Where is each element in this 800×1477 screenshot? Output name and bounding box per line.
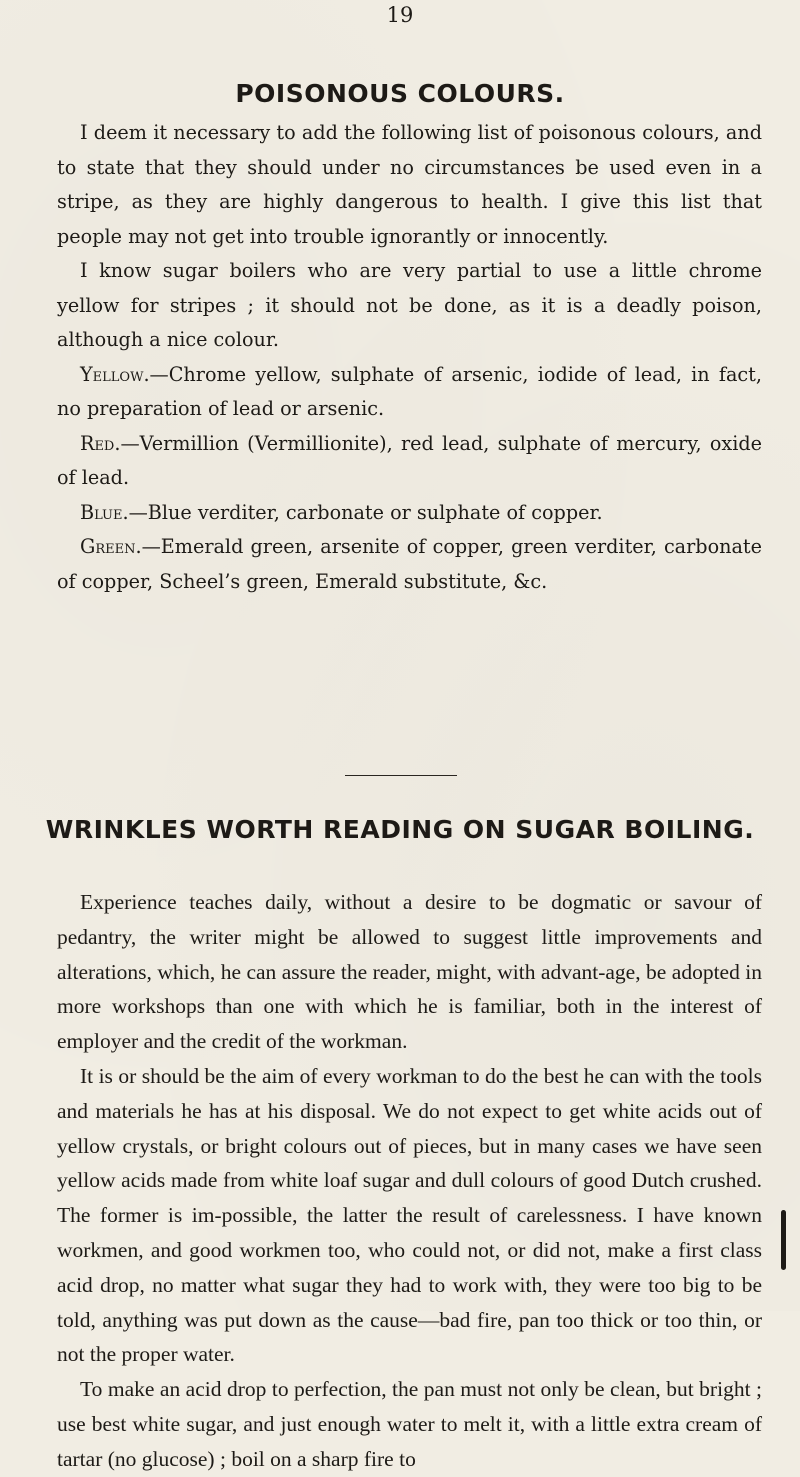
colour-description: —Blue verditer, carbonate or sulphate of copper. <box>128 500 603 524</box>
wrinkles-body <box>57 885 762 1477</box>
colour-entry-red <box>57 427 762 496</box>
colour-description: —Vermillion (Vermillionite), red lead, sulphate of mercury, oxide of lead. <box>57 431 762 489</box>
section-title-wrinkles: WRINKLES WORTH READING ON SUGAR BOILING. <box>45 815 755 844</box>
wrinkles-paragraph-2: It is or should be the aim of every workman to do the best he can with the tools and materials he has at his disposal. We do not expect to get white acids out of yellow crystals, or bright colours out of pieces, but in many cases we have seen yellow acids made from white loaf sugar and dull colours of good Dutch crushed. The former is im-possible, the latter the result of carelessness. I have known workmen, and good workmen too, who could not, or did not, make a first class acid drop, no matter what sugar they had to work with, they were too big to be told, anything was put down as the cause—bad fire, pan too thick or too thin, or not the proper water. <box>57 1063 762 1367</box>
colour-name: Blue. <box>80 500 129 524</box>
colour-name: Green. <box>80 535 142 558</box>
wrinkles-paragraph-1: Experience teaches daily, without a desire to be dogmatic or savour of pedantry, the writer might be allowed to suggest little improvements and alterations, which, he can assure the reader, might, with advant-age, be adopted in more workshops than one with which he is familiar, both in the interest of employer and the credit of the workman. <box>57 890 762 1054</box>
section-divider-rule <box>345 775 457 776</box>
colour-entry-green <box>57 530 762 599</box>
section-title-poisonous-colours: POISONOUS COLOURS. <box>235 79 565 108</box>
colour-entry-yellow <box>57 358 762 427</box>
colour-description: —Chrome yellow, sulphate of arsenic, iodide of lead, in fact, no preparation of lead or arsenic. <box>57 362 762 420</box>
poisonous-colours-body <box>57 116 762 599</box>
intro-paragraph-2: I know sugar boilers who are very partial to use a little chrome yellow for stripes ; it should not be done, as it is a deadly poison, although a nice colour. <box>57 259 762 351</box>
page-number: 19 <box>386 3 414 27</box>
colour-entry-blue <box>57 496 762 531</box>
wrinkles-paragraph-3: To make an acid drop to perfection, the pan must not only be clean, but bright ; use best white sugar, and just enough water to melt it, with a little extra cream of tartar (no glucose) ; boil on a sharp fire to <box>57 1377 762 1471</box>
margin-ink-mark <box>781 1210 786 1270</box>
colour-description: —Emerald green, arsenite of copper, green verditer, carbonate of copper, Scheel’s green, Emerald substitute, &c. <box>57 535 762 593</box>
colour-name: Yellow. <box>80 362 150 386</box>
intro-paragraph-1: I deem it necessary to add the following list of poisonous colours, and to state that they should under no circumstances be used even in a stripe, as they are highly dangerous to health. I give this list that people may not get into trouble ignorantly or innocently. <box>57 121 762 248</box>
colour-name: Red. <box>80 431 121 455</box>
